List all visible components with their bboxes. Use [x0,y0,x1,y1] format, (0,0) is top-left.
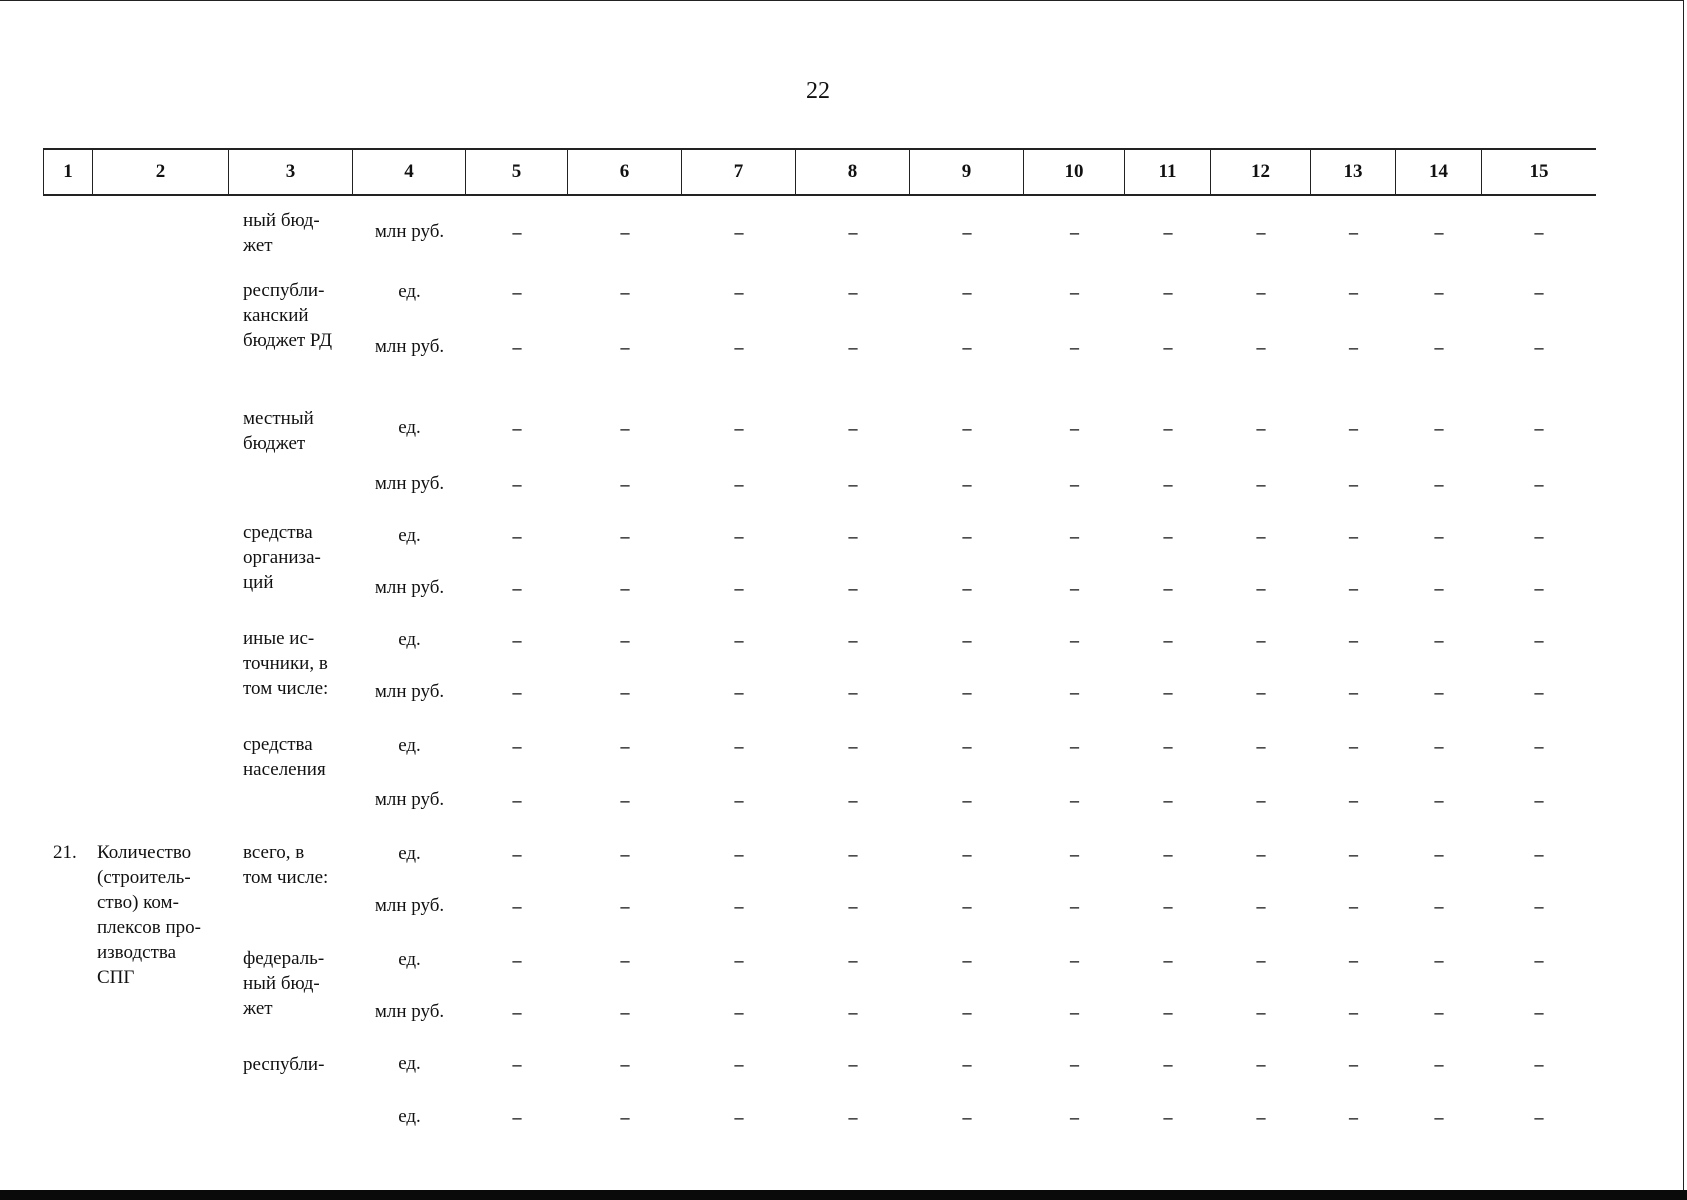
value-cell: – [512,221,522,242]
value-cell: – [1534,949,1544,970]
value-cell: – [1434,473,1444,494]
value-cell: – [512,789,522,810]
unit-cell: млн руб. [374,336,445,357]
table-header [43,148,1596,196]
value-cell: – [1534,221,1544,242]
value-cell: – [1434,281,1444,302]
value-cell: – [1349,735,1358,756]
value-cell: – [512,681,522,702]
value-cell: – [1070,473,1079,494]
value-cell: – [512,525,522,546]
value-cell: – [1070,629,1079,650]
value-cell: – [848,949,858,970]
value-cell: – [1256,221,1266,242]
value-cell: – [734,735,744,756]
value-cell: – [1070,336,1079,357]
value-cell: – [1349,949,1358,970]
header-cell: 12 [1211,150,1311,194]
value-cell: – [1349,473,1358,494]
value-cell: – [848,525,858,546]
table-row [43,828,1596,880]
header-cell: 14 [1396,150,1482,194]
value-cell: – [734,525,744,546]
value-cell: – [1534,895,1544,916]
value-cell: – [734,681,744,702]
value-cell: – [962,681,972,702]
value-cell: – [1434,1106,1444,1127]
value-cell: – [734,1053,744,1074]
unit-cell: ед. [398,629,421,650]
value-cell: – [734,281,744,302]
value-cell: – [1070,577,1079,598]
value-cell: – [512,281,522,302]
header-cell: 11 [1125,150,1211,194]
value-cell: – [512,735,522,756]
value-cell: – [1163,1001,1173,1022]
value-cell: – [620,895,630,916]
unit-cell: ед. [398,735,421,756]
unit-cell: млн руб. [374,577,445,598]
table-row [43,774,1596,826]
value-cell: – [734,895,744,916]
value-cell: – [1163,577,1173,598]
value-cell: – [1163,473,1173,494]
value-cell: – [734,336,744,357]
value-cell: – [1534,473,1544,494]
table-row [43,1038,1596,1090]
value-cell: – [1256,417,1266,438]
value-cell: – [1349,789,1358,810]
value-cell: – [734,577,744,598]
value-cell: – [1163,525,1173,546]
source-label: иные ис- точники, в том числе: [243,628,329,699]
value-cell: – [620,336,630,357]
value-cell: – [1349,1106,1358,1127]
value-cell: – [848,895,858,916]
value-cell: – [1349,895,1358,916]
value-cell: – [1534,281,1544,302]
value-cell: – [962,281,972,302]
header-cell: 9 [910,150,1024,194]
value-cell: – [1434,336,1444,357]
value-cell: – [1534,525,1544,546]
value-cell: – [734,629,744,650]
value-cell: – [962,735,972,756]
unit-cell: млн руб. [374,681,445,702]
value-cell: – [848,629,858,650]
value-cell: – [1434,735,1444,756]
value-cell: – [962,1001,972,1022]
row-number: 21. [53,842,77,863]
unit-cell: млн руб. [374,789,445,810]
value-cell: – [1434,1053,1444,1074]
table-row [43,1091,1596,1143]
value-cell: – [1434,1001,1444,1022]
header-cell: 2 [93,150,229,194]
header-cell: 6 [568,150,682,194]
value-cell: – [1070,525,1079,546]
value-cell: – [620,629,630,650]
header-cell: 5 [466,150,568,194]
value-cell: – [620,1001,630,1022]
table-row [43,562,1596,614]
table-row [43,720,1596,772]
value-cell: – [1349,281,1358,302]
value-cell: – [1434,789,1444,810]
value-cell: – [962,221,972,242]
value-cell: – [1070,1053,1079,1074]
value-cell: – [1256,629,1266,650]
value-cell: – [962,629,972,650]
value-cell: – [1534,1053,1544,1074]
value-cell: – [620,281,630,302]
unit-cell: млн руб. [374,1001,445,1022]
table-row [43,934,1596,986]
value-cell: – [1534,843,1544,864]
value-cell: – [1163,629,1173,650]
value-cell: – [962,577,972,598]
value-cell: – [1434,895,1444,916]
value-cell: – [1070,681,1079,702]
value-cell: – [1434,843,1444,864]
value-cell: – [1349,525,1358,546]
value-cell: – [1256,949,1266,970]
source-label: средства организа- ций [243,522,321,593]
header-cell: 8 [796,150,910,194]
value-cell: – [1349,417,1358,438]
value-cell: – [1534,1106,1544,1127]
value-cell: – [620,417,630,438]
table-row [43,666,1596,718]
value-cell: – [1534,735,1544,756]
value-cell: – [848,843,858,864]
unit-cell: млн руб. [374,473,445,494]
value-cell: – [620,577,630,598]
value-cell: – [848,221,858,242]
value-cell: – [1349,336,1358,357]
value-cell: – [1349,843,1358,864]
unit-cell: ед. [398,281,421,302]
unit-cell: ед. [398,417,421,438]
value-cell: – [620,221,630,242]
value-cell: – [1256,473,1266,494]
unit-cell: ед. [398,1053,421,1074]
value-cell: – [620,843,630,864]
table-row [43,986,1596,1038]
value-cell: – [1534,681,1544,702]
source-label: местный бюджет [243,408,314,454]
value-cell: – [1163,843,1173,864]
header-cell: 3 [229,150,353,194]
value-cell: – [962,895,972,916]
value-cell: – [848,577,858,598]
value-cell: – [1256,1106,1266,1127]
value-cell: – [620,681,630,702]
unit-cell: млн руб. [374,895,445,916]
value-cell: – [1163,417,1173,438]
value-cell: – [1163,895,1173,916]
value-cell: – [1163,735,1173,756]
value-cell: – [620,949,630,970]
page-bottom-edge [0,1190,1687,1200]
value-cell: – [1349,629,1358,650]
value-cell: – [848,473,858,494]
source-label: республи- канский бюджет РД [243,280,333,351]
value-cell: – [962,843,972,864]
value-cell: – [620,1053,630,1074]
value-cell: – [1349,577,1358,598]
value-cell: – [620,789,630,810]
value-cell: – [512,1106,522,1127]
value-cell: – [962,1053,972,1074]
value-cell: – [1070,281,1079,302]
value-cell: – [620,735,630,756]
value-cell: – [1534,1001,1544,1022]
value-cell: – [734,1106,744,1127]
value-cell: – [620,1106,630,1127]
value-cell: – [1256,525,1266,546]
value-cell: – [1434,681,1444,702]
table-row [43,266,1596,318]
table-row [43,402,1596,454]
header-cell: 15 [1529,161,1549,182]
value-cell: – [512,843,522,864]
value-cell: – [512,417,522,438]
value-cell: – [848,789,858,810]
value-cell: – [734,1001,744,1022]
value-cell: – [1256,895,1266,916]
table-row [43,458,1596,510]
value-cell: – [848,417,858,438]
value-cell: – [1163,281,1173,302]
value-cell: – [1070,895,1079,916]
value-cell: – [1163,949,1173,970]
value-cell: – [1070,1106,1079,1127]
value-cell: – [848,281,858,302]
value-cell: – [1534,629,1544,650]
value-cell: – [1163,681,1173,702]
unit-cell: млн руб. [374,221,445,242]
source-label: ный бюд- жет [243,210,320,256]
value-cell: – [962,336,972,357]
unit-cell: ед. [398,1106,421,1127]
value-cell: – [1163,336,1173,357]
value-cell: – [620,525,630,546]
indicator-name: Количество (строитель- ство) ком- плексов про- изводства СПГ [97,842,201,988]
value-cell: – [1070,949,1079,970]
value-cell: – [512,895,522,916]
unit-cell: ед. [398,949,421,970]
source-label: всего, в том числе: [243,842,329,888]
value-cell: – [512,577,522,598]
value-cell: – [1163,1053,1173,1074]
value-cell: – [1256,1053,1266,1074]
table-row [43,614,1596,666]
value-cell: – [1434,949,1444,970]
table-row [43,510,1596,562]
value-cell: – [734,221,744,242]
header-cell: 7 [682,150,796,194]
value-cell: – [734,789,744,810]
value-cell: – [734,843,744,864]
value-cell: – [512,629,522,650]
value-cell: – [1163,789,1173,810]
value-cell: – [962,525,972,546]
value-cell: – [1534,336,1544,357]
value-cell: – [1070,417,1079,438]
value-cell: – [1349,221,1358,242]
value-cell: – [512,473,522,494]
value-cell: – [1256,735,1266,756]
value-cell: – [1349,1001,1358,1022]
header-cell: 1 [43,150,93,194]
value-cell: – [512,949,522,970]
value-cell: – [848,336,858,357]
value-cell: – [848,735,858,756]
unit-cell: ед. [398,843,421,864]
value-cell: – [848,1053,858,1074]
value-cell: – [1256,577,1266,598]
value-cell: – [1163,221,1173,242]
value-cell: – [1256,281,1266,302]
value-cell: – [1256,681,1266,702]
value-cell: – [1434,577,1444,598]
value-cell: – [1256,789,1266,810]
value-cell: – [962,949,972,970]
value-cell: – [1534,577,1544,598]
value-cell: – [734,949,744,970]
value-cell: – [1534,789,1544,810]
value-cell: – [1070,1001,1079,1022]
source-label: федераль- ный бюд- жет [243,948,325,1019]
value-cell: – [1434,417,1444,438]
table-row [43,880,1596,932]
value-cell: – [1349,1053,1358,1074]
value-cell: – [848,1106,858,1127]
value-cell: – [1163,1106,1173,1127]
value-cell: – [512,1053,522,1074]
header-cell: 10 [1024,150,1125,194]
value-cell: – [1534,417,1544,438]
value-cell: – [1256,1001,1266,1022]
table-row [43,321,1596,373]
value-cell: – [962,473,972,494]
source-label: средства населения [243,734,326,780]
header-cell: 4 [353,150,466,194]
value-cell: – [962,789,972,810]
value-cell: – [1434,629,1444,650]
value-cell: – [962,1106,972,1127]
table-row [43,206,1596,258]
value-cell: – [1070,221,1079,242]
value-cell: – [1070,735,1079,756]
value-cell: – [848,681,858,702]
page-number: 22 [806,78,830,104]
value-cell: – [1349,681,1358,702]
value-cell: – [620,473,630,494]
value-cell: – [848,1001,858,1022]
value-cell: – [734,473,744,494]
value-cell: – [1434,221,1444,242]
value-cell: – [734,417,744,438]
value-cell: – [512,1001,522,1022]
value-cell: – [1256,336,1266,357]
header-cell: 13 [1311,150,1396,194]
value-cell: – [1070,843,1079,864]
source-label: республи- [243,1054,325,1075]
value-cell: – [512,336,522,357]
value-cell: – [1256,843,1266,864]
value-cell: – [962,417,972,438]
value-cell: – [1434,525,1444,546]
unit-cell: ед. [398,525,421,546]
value-cell: – [1070,789,1079,810]
